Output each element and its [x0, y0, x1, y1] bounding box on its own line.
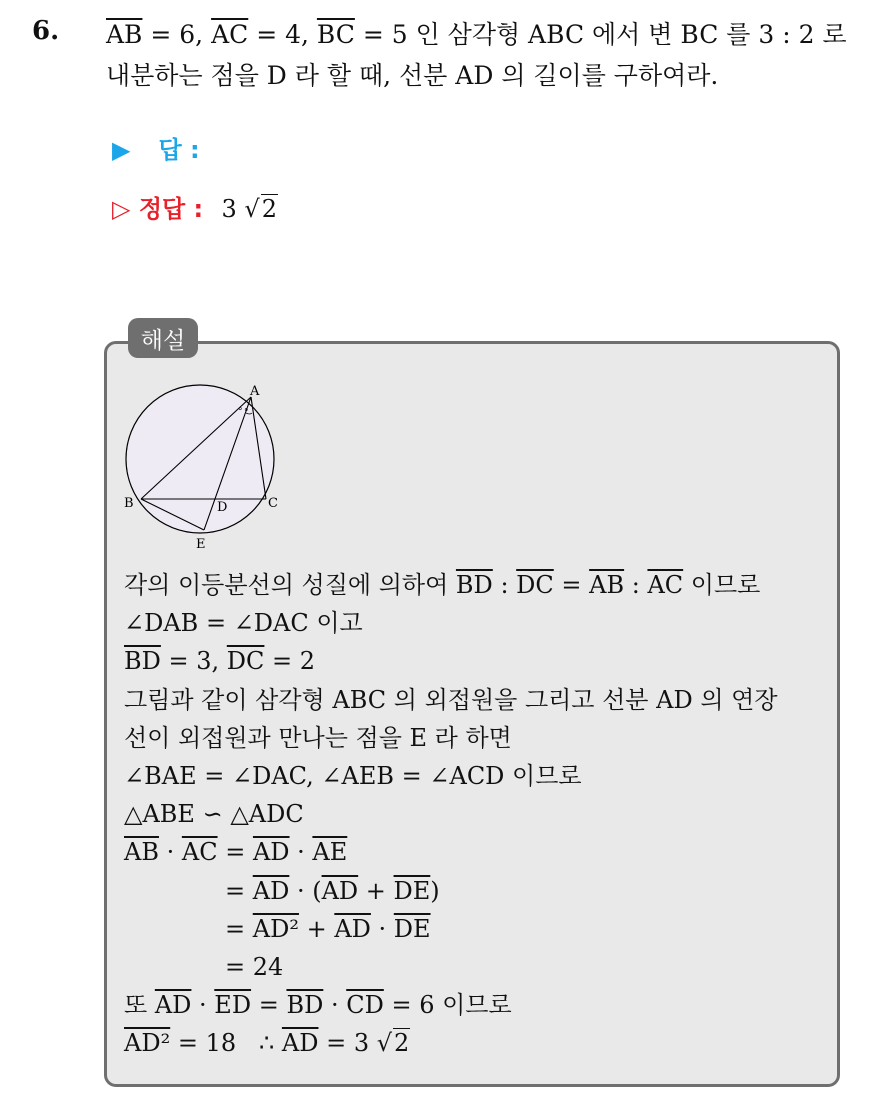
solution-text — [124, 566, 778, 1062]
question-line-2: 내분하는 점을 D 라 할 때, 선분 AD 의 길이를 구하여라. — [106, 61, 719, 90]
solution-line-8: $\overline{AB} \cdot \overline{AC} = \overline{AD} \cdot \overline{AE}$ — [124, 838, 348, 867]
solution-badge: 해설 — [128, 318, 198, 358]
solution-line-11: = 24 — [225, 952, 284, 981]
label-c: C — [268, 496, 278, 511]
solution-line-9: = $\overline{AD} \cdot (\overline{AD} + \overline{DE})$ — [225, 876, 440, 905]
question-line-1: $\overline{AB} = 6$, $\overline{AC} = 4$, $\overline{BC} = 5$ 인 삼각형 ABC 에서 변 BC 를 3 : 2 로 — [106, 20, 847, 49]
question-number: 6. — [32, 16, 60, 46]
solution-line-12: 또 $\overline{AD} \cdot \overline{ED} = \overline{BD} \cdot \overline{CD} = 6$ 이므로 — [124, 991, 512, 1020]
solution-line-6: ∠BAE = ∠DAC, ∠AEB = ∠ACD 이므로 — [124, 761, 582, 790]
answer-row — [112, 130, 200, 165]
question-text — [106, 14, 876, 96]
play-arrow-icon: ▶ — [112, 136, 131, 164]
label-e: E — [196, 537, 206, 552]
outline-arrow-icon: ▷ — [112, 195, 131, 223]
solution-line-3: $\overline{BD} = 3$, $\overline{DC} = 2$ — [124, 647, 316, 676]
solution-line-7: △ABE ∽ △ADC — [124, 800, 304, 829]
solution-line-5: 선이 외접원과 만나는 점을 E 라 하면 — [124, 723, 512, 752]
label-b: B — [124, 496, 134, 511]
circumcircle — [126, 385, 274, 533]
solution-line-2: ∠DAB = ∠DAC 이고 — [124, 609, 363, 638]
svg-text:°: ° — [238, 407, 243, 417]
answer-label: 답 : — [158, 136, 200, 164]
solution-line-10: = $AD^2 + \overline{AD} \cdot \overline{DE}$ — [225, 914, 431, 943]
label-a: A — [250, 384, 260, 399]
correct-answer-label: 정답 : — [138, 195, 204, 223]
solution-line-13: AD² = 18 ∴ $\overline{AD} = 3$ √2 — [124, 1029, 410, 1058]
correct-answer-value: 3 √2 — [221, 195, 277, 223]
solution-line-1: 각의 이등분선의 성질에 의하여 $\overline{BD}$ : $\overline{DC} = \overline{AB}$ : $\overline{AC}$ 이므로 — [124, 571, 761, 599]
label-d: D — [217, 500, 228, 515]
circumcircle-figure — [120, 380, 290, 556]
svg-text:°: ° — [244, 408, 249, 418]
solution-line-4: 그림과 같이 삼각형 ABC 의 외접원을 그리고 선분 AD 의 연장 — [124, 685, 778, 714]
correct-answer-row — [112, 189, 278, 224]
